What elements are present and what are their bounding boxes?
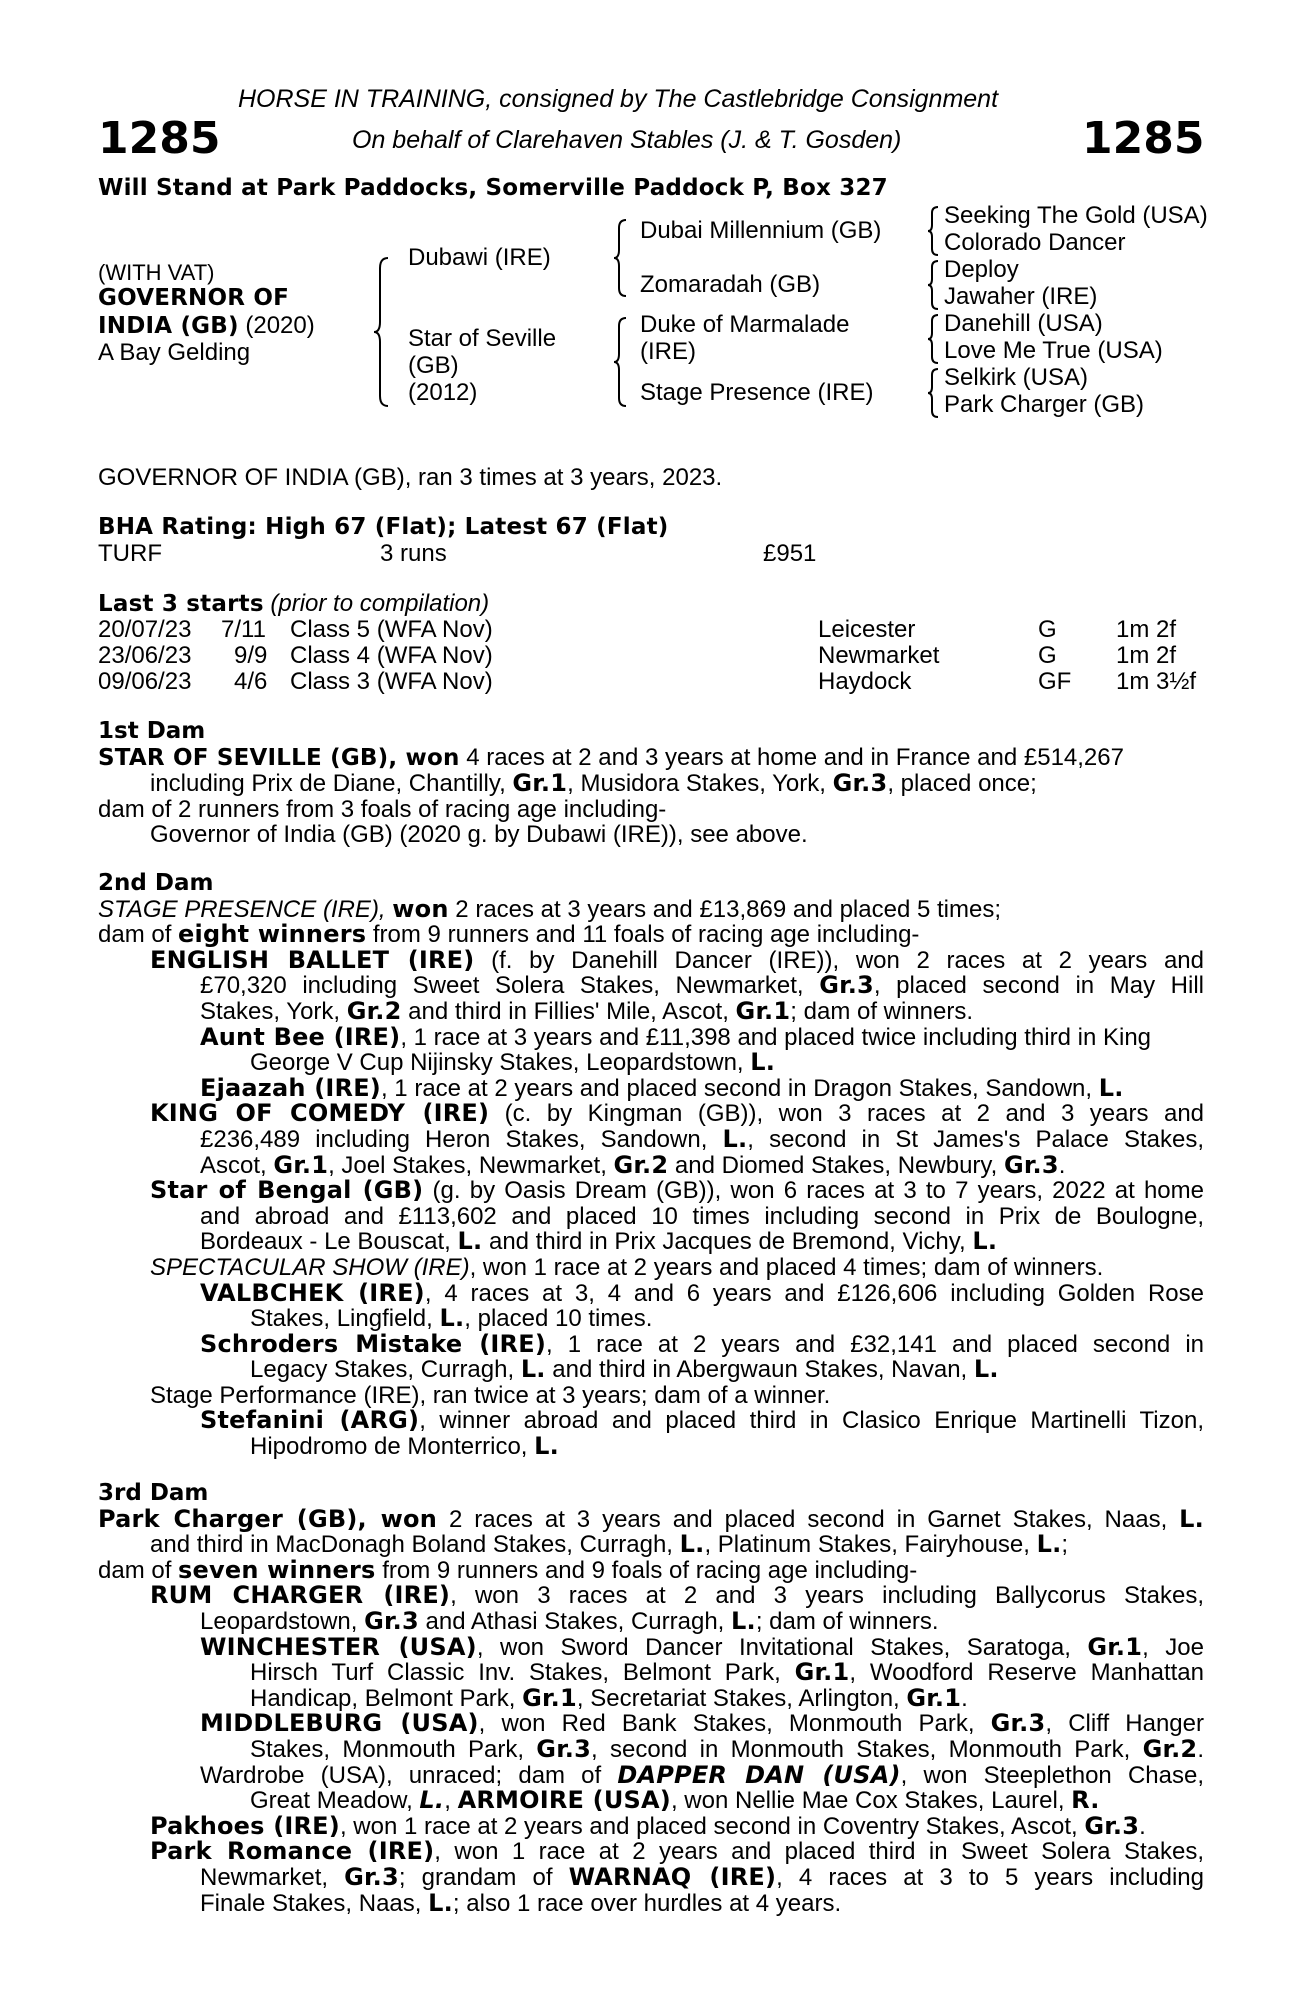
text-run: and Athasi Stakes, Curragh, bbox=[418, 1607, 732, 1635]
grade-label: Gr.3 bbox=[819, 971, 874, 1000]
gen3-5: Danehill (USA) bbox=[944, 310, 1103, 337]
wardrobe-line2 bbox=[98, 1788, 1204, 1814]
text-run: , won Steeplethon Chase, bbox=[900, 1761, 1204, 1789]
text-run: and third in MacDonagh Boland Stakes, Curragh, bbox=[150, 1531, 680, 1559]
row-class: Class 3 (WFA Nov) bbox=[290, 668, 493, 695]
text-run: Handicap, Belmont Park, bbox=[250, 1684, 523, 1712]
grade-label: Gr.2 bbox=[346, 996, 402, 1025]
text-run: , Secretariat Stakes, Arlington, bbox=[576, 1684, 907, 1712]
stand-line: Will Stand at Park Paddocks, Somerville Paddock P, Box 327 bbox=[98, 175, 888, 201]
horse-name-line2 bbox=[98, 313, 315, 340]
text-run: ; dam of winners. bbox=[755, 1607, 939, 1635]
first-dam-section bbox=[98, 719, 1204, 848]
grade-label: L. bbox=[679, 1530, 705, 1559]
text-run: £70,320 including Sweet Solera Stakes, Newmarket, bbox=[200, 972, 820, 1000]
king-of-comedy-line1 bbox=[98, 1101, 1204, 1127]
text-run: dam of bbox=[98, 921, 179, 949]
text-run: Hirsch Turf Classic Inv. Stakes, Belmont Park, bbox=[250, 1659, 795, 1687]
stage-performance-line1: Stage Performance (IRE), ran twice at 3 years; dam of a winner. bbox=[150, 1381, 831, 1409]
text-run: from 9 runners and 11 foals of racing age including- bbox=[366, 921, 920, 949]
spectacular-show-line1 bbox=[98, 1255, 1204, 1281]
horse-name-line1: GOVERNOR OF bbox=[98, 285, 290, 311]
text-run: . bbox=[1139, 1812, 1146, 1840]
text-run: won bbox=[392, 894, 449, 923]
row-pos: 9/9 bbox=[234, 642, 268, 669]
text-run: , placed once; bbox=[887, 770, 1037, 798]
valbchek-line2 bbox=[98, 1306, 1204, 1332]
text-run: dam of bbox=[98, 1556, 179, 1584]
text-run: , placed 10 times. bbox=[464, 1305, 653, 1333]
pedigree-brace-g3-2 bbox=[926, 259, 940, 311]
text-run: and third in Prix Jacques de Bremond, Vichy, bbox=[482, 1228, 973, 1256]
text-run: , bbox=[444, 1787, 458, 1815]
text-run: , 1 race at 2 years and placed second in Dragon Stakes, Sandown, bbox=[380, 1074, 1099, 1102]
horse-year: (2020) bbox=[238, 312, 315, 339]
grade-label: L. bbox=[1179, 1504, 1204, 1533]
text-run: from 9 runners and 9 foals of racing age including- bbox=[375, 1556, 918, 1584]
text-run: ; grandam of bbox=[398, 1863, 569, 1891]
rating-earnings: £951 bbox=[763, 540, 817, 567]
wardrobe-line1 bbox=[98, 1760, 1204, 1789]
text-run: , Woodford Reserve Manhattan bbox=[849, 1659, 1204, 1687]
english-ballet-line3 bbox=[98, 996, 1204, 1025]
horse-name: MIDDLEBURG (USA) bbox=[200, 1709, 479, 1738]
grade-label: Gr.1 bbox=[794, 1658, 850, 1687]
gen3-2: Colorado Dancer bbox=[944, 229, 1126, 256]
grade-label: L. bbox=[731, 1606, 756, 1635]
second-dam-line1 bbox=[98, 894, 1204, 923]
text-run: , second in St James's Palace Stakes, bbox=[747, 1125, 1204, 1153]
horse-name: Ejaazah (IRE) bbox=[200, 1073, 381, 1102]
first-dam-title: 1st Dam bbox=[98, 718, 206, 744]
park-romance-line3 bbox=[98, 1888, 1204, 1917]
last-starts-heading bbox=[98, 591, 489, 618]
schroders-mistake-line2 bbox=[98, 1357, 1204, 1383]
king-of-comedy-line2 bbox=[98, 1124, 1204, 1153]
first-dam-name: STAR OF SEVILLE (GB), won bbox=[98, 744, 460, 771]
text-run: Stakes, Monmouth Park, bbox=[250, 1735, 537, 1763]
text-run: , won 1 race at 2 years and placed third in Sweet Solera Stakes, bbox=[434, 1838, 1204, 1866]
row-dist: 1m 3½f bbox=[1116, 668, 1197, 695]
horse-name: RUM CHARGER (IRE) bbox=[150, 1581, 451, 1610]
grade-label: Gr.3 bbox=[1084, 1811, 1140, 1840]
text-run: Great Meadow, bbox=[250, 1787, 420, 1815]
horse-name: ENGLISH BALLET (IRE) bbox=[150, 945, 475, 974]
grade-label: L. bbox=[750, 1048, 776, 1077]
text-run: , won 1 race at 2 years and placed second in Coventry Stakes, Ascot, bbox=[339, 1812, 1085, 1840]
text-run: , second in Monmouth Stakes, Monmouth Park, bbox=[591, 1735, 1143, 1763]
text-run: Stakes, Lingfield, bbox=[250, 1305, 440, 1333]
row-date: 09/06/23 bbox=[98, 668, 192, 695]
horse-name: Schroders Mistake (IRE) bbox=[200, 1329, 546, 1358]
text-run: eight winners bbox=[178, 920, 367, 949]
horse-name: Star of Bengal (GB) bbox=[150, 1176, 424, 1205]
grade-label: L. bbox=[457, 1227, 483, 1256]
last-starts-note: (prior to compilation) bbox=[263, 590, 490, 617]
gen3-4: Jawaher (IRE) bbox=[944, 283, 1098, 310]
text-run: . bbox=[1058, 1151, 1066, 1179]
text-run: ; also 1 race over hurdles at 4 years. bbox=[452, 1889, 842, 1917]
text-run: , placed second in May Hill bbox=[873, 972, 1205, 1000]
text-run: Finale Stakes, Naas, bbox=[200, 1889, 429, 1917]
horse-name: Stefanini (ARG) bbox=[200, 1406, 420, 1435]
text-run: £236,489 including Heron Stakes, Sandown, bbox=[200, 1125, 723, 1153]
row-class: Class 4 (WFA Nov) bbox=[290, 642, 493, 669]
race-summary: GOVERNOR OF INDIA (GB), ran 3 times at 3 years, 2023. bbox=[98, 464, 723, 491]
second-dam-section bbox=[98, 871, 1204, 1460]
text-run: and third in Abergwaun Stakes, Navan, bbox=[545, 1356, 974, 1384]
first-dam-line1 bbox=[98, 745, 1204, 772]
dam-name-line2: (GB) bbox=[408, 352, 459, 379]
text-run: . bbox=[961, 1684, 968, 1712]
schroders-mistake-line1 bbox=[98, 1329, 1205, 1358]
horse-name: WINCHESTER (USA) bbox=[200, 1632, 477, 1661]
grade-label: Gr.2 bbox=[613, 1150, 669, 1179]
first-dam-line1-text: 4 races at 2 and 3 years at home and in France and £514,267 bbox=[459, 743, 1124, 771]
grade-label: R. bbox=[1071, 1786, 1100, 1815]
text-run: , 1 race at 2 years and £32,141 and placed second in bbox=[546, 1330, 1205, 1358]
pedigree-brace-dam bbox=[612, 316, 628, 408]
aunt-bee-line1 bbox=[98, 1022, 1204, 1051]
gen3-3: Deploy bbox=[944, 256, 1019, 283]
text-run: Leopardstown, bbox=[200, 1607, 365, 1635]
grade-label: L. bbox=[1036, 1530, 1062, 1559]
grade-label: Gr.3 bbox=[536, 1734, 592, 1763]
text-run: including Prix de Diane, Chantilly, bbox=[150, 770, 513, 798]
bha-rating: BHA Rating: High 67 (Flat); Latest 67 (Flat) bbox=[98, 514, 669, 540]
star-of-bengal-line1 bbox=[98, 1178, 1204, 1204]
grade-label: L. bbox=[973, 1355, 999, 1384]
gen2-dam-sire-line2: (IRE) bbox=[640, 338, 696, 365]
horse-name: SPECTACULAR SHOW (IRE) bbox=[150, 1253, 470, 1281]
text-run: ; dam of winners. bbox=[790, 997, 974, 1025]
text-run: Wardrobe (USA), unraced; dam of bbox=[200, 1761, 618, 1789]
grade-label: Gr.2 bbox=[1142, 1734, 1198, 1763]
text-run: and third in Fillies' Mile, Ascot, bbox=[401, 997, 736, 1025]
grade-label: L. bbox=[428, 1888, 453, 1917]
grade-label: Gr.1 bbox=[735, 996, 791, 1025]
gen3-7: Selkirk (USA) bbox=[944, 364, 1089, 391]
grade-label: L. bbox=[972, 1227, 998, 1256]
lot-number-right: 1285 bbox=[1082, 113, 1205, 164]
horse-name: DAPPER DAN (USA) bbox=[617, 1760, 901, 1789]
gen3-1: Seeking The Gold (USA) bbox=[944, 202, 1208, 229]
horse-name: WARNAQ (IRE) bbox=[568, 1862, 777, 1891]
behalf-line: On behalf of Clarehaven Stables (J. & T. Gosden) bbox=[352, 126, 902, 154]
text-run: STAGE PRESENCE (IRE), bbox=[98, 895, 393, 923]
stefanini-line1 bbox=[98, 1408, 1204, 1434]
sire-name: Dubawi (IRE) bbox=[408, 244, 551, 271]
row-going: GF bbox=[1038, 668, 1072, 695]
horse-name: Park Romance (IRE) bbox=[150, 1837, 435, 1866]
text-run: , Joel Stakes, Newmarket, bbox=[328, 1151, 614, 1179]
text-run: seven winners bbox=[178, 1555, 376, 1584]
text-run: (f. by Danehill Dancer (IRE)), won 2 races at 2 years and bbox=[474, 946, 1204, 974]
winchester-line2 bbox=[98, 1660, 1204, 1686]
gen2-sire-dam: Zomaradah (GB) bbox=[640, 271, 821, 298]
row-course: Leicester bbox=[818, 616, 916, 643]
second-dam-line2 bbox=[98, 922, 1204, 948]
horse-name: KING OF COMEDY (IRE) bbox=[150, 1099, 490, 1128]
vat-label: (WITH VAT) bbox=[98, 260, 215, 285]
horse-name-line2-text: INDIA (GB) bbox=[98, 313, 239, 339]
rum-charger-line1 bbox=[98, 1583, 1204, 1609]
row-course: Haydock bbox=[818, 668, 912, 695]
text-run: , 1 race at 3 years and £11,398 and placed twice including third in King bbox=[400, 1023, 1152, 1051]
english-ballet-line2 bbox=[98, 973, 1204, 999]
grade-label: Gr.3 bbox=[990, 1709, 1046, 1738]
rating-runs: 3 runs bbox=[380, 540, 447, 567]
horse-name: Aunt Bee (IRE) bbox=[200, 1022, 401, 1051]
grade-label: L. bbox=[722, 1124, 748, 1153]
rum-charger-line2 bbox=[98, 1606, 1204, 1635]
grade-label: Gr.1 bbox=[906, 1683, 962, 1712]
text-run: , winner abroad and placed third in Clasico Enrique Martinelli Tizon, bbox=[419, 1407, 1204, 1435]
text-run: , won 3 races at 2 and 3 years including Ballycorus Stakes, bbox=[450, 1582, 1204, 1610]
text-run: George V Cup Nijinsky Stakes, Leopardstown, bbox=[250, 1049, 751, 1077]
text-run: 2 races at 3 years and £13,869 and placed 5 times; bbox=[448, 895, 1001, 923]
grade-label: Gr.1 bbox=[1087, 1632, 1143, 1661]
grade-label: L. bbox=[419, 1786, 445, 1815]
grade-label: Gr.3 bbox=[1003, 1150, 1059, 1179]
pakhoes-line1 bbox=[98, 1811, 1204, 1840]
valbchek-line1 bbox=[98, 1278, 1205, 1307]
gen2-dam-dam: Stage Presence (IRE) bbox=[640, 379, 874, 406]
pedigree-brace-g3-4 bbox=[926, 367, 940, 419]
park-romance-line1 bbox=[98, 1839, 1204, 1865]
horse-name: Park Charger (GB), won bbox=[98, 1504, 438, 1533]
text-run: Newmarket, bbox=[200, 1863, 345, 1891]
grade-label: Gr.1 bbox=[273, 1150, 329, 1179]
gen2-sire-sire: Dubai Millennium (GB) bbox=[640, 217, 882, 244]
winchester-line1 bbox=[98, 1632, 1204, 1661]
text-run: , Musidora Stakes, York, bbox=[567, 770, 833, 798]
row-course: Newmarket bbox=[818, 642, 940, 669]
grade-label: Gr.3 bbox=[832, 769, 888, 798]
dam-name-line1: Star of Seville bbox=[408, 325, 557, 352]
grade-label: Gr.1 bbox=[512, 769, 568, 798]
second-dam-title: 2nd Dam bbox=[98, 870, 214, 896]
text-run: (c. by Kingman (GB)), won 3 races at 2 and 3 years and bbox=[489, 1100, 1205, 1128]
star-of-bengal-line2: and abroad and £113,602 and placed 10 times including second in Prix de Boulogne, bbox=[200, 1202, 1204, 1230]
gen3-8: Park Charger (GB) bbox=[944, 391, 1145, 418]
park-romance-line2 bbox=[98, 1862, 1204, 1891]
row-pos: 4/6 bbox=[234, 668, 268, 695]
grade-label: L. bbox=[1098, 1073, 1124, 1102]
gen2-dam-sire-line1: Duke of Marmalade bbox=[640, 311, 850, 338]
text-run: Hipodromo de Monterrico, bbox=[250, 1433, 535, 1461]
third-dam-line1 bbox=[98, 1504, 1204, 1533]
first-dam-line3: dam of 2 runners from 3 foals of racing age including- bbox=[98, 795, 667, 823]
row-dist: 1m 2f bbox=[1116, 616, 1177, 643]
third-dam-section bbox=[98, 1481, 1204, 1916]
text-run: , won 1 race at 2 years and placed 4 times; dam of winners. bbox=[469, 1253, 1104, 1281]
text-run: Bordeaux - Le Bouscat, bbox=[200, 1228, 458, 1256]
pedigree-brace-g3-1 bbox=[926, 205, 940, 257]
middleburg-line1 bbox=[98, 1711, 1204, 1737]
grade-label: Gr.1 bbox=[522, 1683, 577, 1712]
grade-label: L. bbox=[520, 1355, 546, 1384]
text-run: Ascot, bbox=[200, 1151, 274, 1179]
first-dam-line4: Governor of India (GB) (2020 g. by Dubawi (IRE)), see above. bbox=[150, 821, 808, 849]
pedigree-brace-sire bbox=[612, 218, 628, 298]
text-run: , won Nellie Mae Cox Stakes, Laurel, bbox=[670, 1787, 1072, 1815]
third-dam-line3 bbox=[98, 1555, 1204, 1584]
pedigree-brace-main bbox=[372, 256, 392, 408]
text-run: Legacy Stakes, Curragh, bbox=[250, 1356, 521, 1384]
row-going: G bbox=[1038, 616, 1057, 643]
king-of-comedy-line3 bbox=[98, 1150, 1204, 1179]
row-going: G bbox=[1038, 642, 1057, 669]
star-of-bengal-line3 bbox=[98, 1229, 1204, 1255]
text-run: , 4 races at 3 to 5 years including bbox=[776, 1863, 1204, 1891]
first-dam-line2 bbox=[98, 771, 1204, 797]
row-dist: 1m 2f bbox=[1116, 642, 1177, 669]
aunt-bee-line2 bbox=[98, 1050, 1204, 1076]
row-date: 23/06/23 bbox=[98, 642, 192, 669]
text-run: , Platinum Stakes, Fairyhouse, bbox=[704, 1531, 1037, 1559]
grade-label: Gr.3 bbox=[344, 1862, 399, 1891]
text-run: Stakes, York, bbox=[200, 997, 347, 1025]
dam-name-line3: (2012) bbox=[408, 379, 478, 406]
text-run: , 4 races at 3, 4 and 6 years and £126,606 including Golden Rose bbox=[424, 1279, 1205, 1307]
english-ballet-line1 bbox=[98, 945, 1204, 974]
consignment-line: HORSE IN TRAINING, consigned by The Castlebridge Consignment bbox=[238, 85, 999, 113]
lot-number-left: 1285 bbox=[98, 113, 221, 164]
horse-name: VALBCHEK (IRE) bbox=[200, 1278, 425, 1307]
text-run: , won Sword Dancer Invitational Stakes, Saratoga, bbox=[476, 1633, 1088, 1661]
row-pos: 7/11 bbox=[221, 616, 266, 643]
grade-label: Gr.3 bbox=[364, 1606, 419, 1635]
third-dam-title: 3rd Dam bbox=[98, 1480, 209, 1506]
winchester-line3 bbox=[98, 1683, 1204, 1712]
ejaazah-line1 bbox=[98, 1073, 1204, 1102]
middleburg-line2 bbox=[98, 1734, 1204, 1763]
gen3-6: Love Me True (USA) bbox=[944, 337, 1163, 364]
last-starts-title: Last 3 starts bbox=[98, 591, 264, 617]
text-run: 2 races at 3 years and placed second in Garnet Stakes, Naas, bbox=[437, 1505, 1180, 1533]
row-date: 20/07/23 bbox=[98, 616, 192, 643]
text-run: , Cliff Hanger bbox=[1045, 1710, 1204, 1738]
pedigree-brace-g3-3 bbox=[926, 313, 940, 365]
text-run: , Joe bbox=[1142, 1633, 1204, 1661]
rating-surface: TURF bbox=[98, 540, 162, 567]
text-run: , won Red Bank Stakes, Monmouth Park, bbox=[478, 1710, 991, 1738]
third-dam-line2 bbox=[98, 1532, 1204, 1558]
text-run: (g. by Oasis Dream (GB)), won 6 races at 3 to 7 years, 2022 at home bbox=[423, 1177, 1204, 1205]
horse-name: Pakhoes (IRE) bbox=[150, 1811, 340, 1840]
grade-label: L. bbox=[439, 1304, 465, 1333]
text-run: . bbox=[1197, 1735, 1204, 1763]
text-run: and Diomed Stakes, Newbury, bbox=[668, 1151, 1004, 1179]
horse-name: ARMOIRE (USA) bbox=[457, 1786, 671, 1815]
stefanini-line2 bbox=[98, 1434, 1204, 1460]
row-class: Class 5 (WFA Nov) bbox=[290, 616, 493, 643]
grade-label: L. bbox=[534, 1432, 559, 1461]
horse-description: A Bay Gelding bbox=[98, 339, 251, 366]
text-run: ; bbox=[1061, 1531, 1069, 1559]
